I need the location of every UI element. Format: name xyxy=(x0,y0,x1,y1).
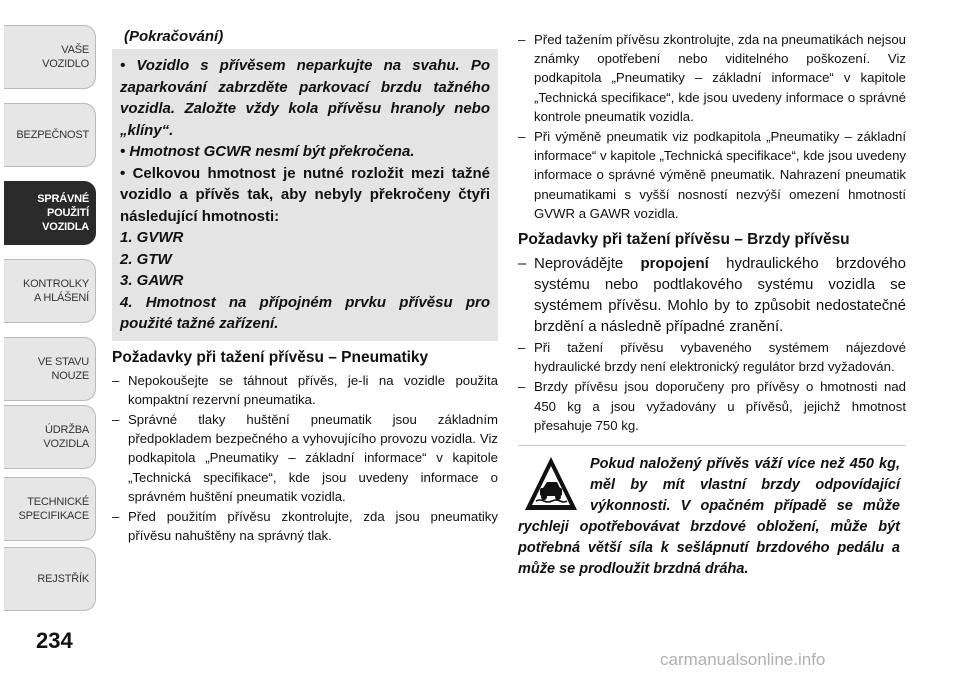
text-segment: Neprovádějte xyxy=(534,255,641,273)
caution-text: Pokud naložený přívěs váží více než 450 kg, měl by mít vlastní brzdy odpovídající výkonnosti. V opačném případě se může rychleji opotřebovávat brzdové obložení, může být potřebná větší síla k sešlápnutí brzdového pedálu a může se prodloužit brzdná dráha. xyxy=(518,456,900,578)
tab-ve-stavu-nouze[interactable] xyxy=(4,337,96,401)
tab-label: KONTROLKY A HLÁŠENÍ xyxy=(22,278,89,304)
tab-technicke-specifikace[interactable] xyxy=(4,477,96,541)
warning-triangle-car-icon xyxy=(522,454,580,516)
warning-box xyxy=(112,49,498,341)
tab-label: TECHNICKÉ SPECIFIKACE xyxy=(18,496,89,522)
warning-list-item: 4. Hmotnost na přípojném prvku přívěsu pro použité tažné zařízení. xyxy=(120,293,490,332)
list-item: – Při výměně pneumatik viz podkapitola „Pneumatiky – základní informace“ v kapitole „Technická specifikace“, kde jsou uvedeny informace o správné výměně pneumatik. Nahrazení pneumatik pneumatikami s vyšší nosností nezvýší omezení hmotností GVWR a GAWR vozidla. xyxy=(518,127,906,223)
tire-requirements-list xyxy=(112,371,498,546)
text-segment: hydraulického brzdového systému nebo podtlakového systému vozidla se systémem přívěsu. Mohlo by to způsobit nedostatečné brzdění a následně případné zranění. xyxy=(534,255,906,336)
tab-label: BEZPEČNOST xyxy=(16,129,89,141)
continuation-label: (Pokračování) xyxy=(124,28,224,45)
tab-label: SPRÁVNÉ POUŽITÍ VOZIDLA xyxy=(37,193,89,233)
list-item: – Před tažením přívěsu zkontrolujte, zda na pneumatikách nejsou známky opotřebení nebo viditelného poškození. Viz podkapitola „Pneumatiky – základní informace“ v kapitole „Technická specifikace“, kde jsou uvedeny informace o správné kontrole pneumatik vozidla. xyxy=(518,30,906,126)
list-item: – Nepokoušejte se táhnout přívěs, je-li na vozidle použita kompaktní rezervní pneumatika. xyxy=(112,371,498,409)
brake-requirements-list-first xyxy=(518,253,906,337)
list-item: – Brzdy přívěsu jsou doporučeny pro přívěsy o hmotnosti nad 450 kg a jsou vyžadovány u přívěsů, jejichž hmotnost přesahuje 750 kg. xyxy=(518,377,906,435)
tab-rejstrik[interactable] xyxy=(4,547,96,611)
left-column xyxy=(112,28,498,546)
page-number: 234 xyxy=(36,628,73,653)
tab-bezpecnost[interactable] xyxy=(4,103,96,167)
section-heading-tires: Požadavky při tažení přívěsu – Pneumatiky xyxy=(112,348,429,366)
tab-label: REJSTŘÍK xyxy=(37,573,89,585)
watermark: carmanualsonline.info xyxy=(660,650,826,669)
tire-requirements-list-cont xyxy=(518,30,906,223)
list-item xyxy=(518,253,906,337)
tab-udrzba-vozidla[interactable] xyxy=(4,405,96,469)
warning-line: • Celkovou hmotnost je nutné rozložit mezi tažné vozidlo a přívěs tak, aby nebyly překročeny čtyři následující hmotnosti: xyxy=(120,164,490,225)
tab-label: ÚDRŽBA VOZIDLA xyxy=(43,424,89,450)
caution-box xyxy=(518,445,906,588)
warning-list-item: 2. GTW xyxy=(120,250,172,268)
tab-kontrolky[interactable] xyxy=(4,259,96,323)
right-column xyxy=(518,30,906,588)
warning-list-item: 1. GVWR xyxy=(120,229,184,246)
list-item: – Správné tlaky huštění pneumatik jsou základním předpokladem bezpečného a vyhovujícího provozu vozidla. Viz podkapitola „Pneumatiky – základní informace“ v kapitole „Technická specifikace“, kde jsou uvedeny informace o správném huštění pneumatik vozidla. xyxy=(112,410,498,506)
emphasized-text: propojení xyxy=(640,255,709,273)
brake-requirements-list xyxy=(518,338,906,435)
tab-spravne-pouziti-vozidla[interactable] xyxy=(4,181,96,245)
warning-line: • Vozidlo s přívěsem neparkujte na svahu. Po zaparkování zabrzděte parkovací brzdu tažného vozidla. Založte vždy kola přívěsu hranoly nebo „klíny“. xyxy=(120,57,490,139)
list-item: – Při tažení přívěsu vybaveného systémem nájezdové hydraulické brzdy není elektronický regulátor brzd vyžadován. xyxy=(518,338,906,376)
tab-label: VE STAVU NOUZE xyxy=(37,356,89,382)
warning-list-item: 3. GAWR xyxy=(120,272,184,289)
list-item: – Před použitím přívěsu zkontrolujte, zda jsou pneumatiky přívěsu nahuštěny na správný tlak. xyxy=(112,507,498,545)
warning-line: • Hmotnost GCWR nesmí být překročena. xyxy=(120,143,415,160)
tab-label: VAŠE VOZIDLO xyxy=(42,44,89,70)
tab-vase-vozidlo[interactable] xyxy=(4,25,96,89)
section-heading-brakes: Požadavky při tažení přívěsu – Brzdy přívěsu xyxy=(518,231,850,249)
